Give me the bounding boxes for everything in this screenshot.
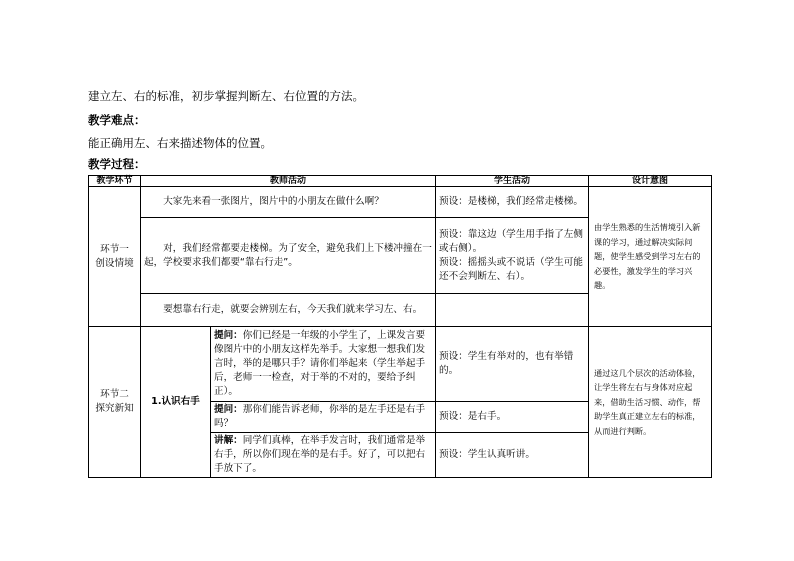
stage2-text-1: 你们已经是一年级的小学生了，上课发言要像图片中的小朋友这样先举手。大家想一想我们发言时，举的是哪只手？请你们举起来（学生举起手后，老师一一检查，对于举的不对的，要给予纠正）。 [214,330,426,397]
stage1-student-3 [436,294,589,327]
stage2-student-2: 预设：是右手。 [436,402,589,433]
header-design: 设计意图 [589,176,712,187]
table-header-row [89,176,712,187]
stage2-label-1: 提问： [214,330,243,341]
stage2-name-line2: 探究新知 [95,403,134,414]
stage2-sub-topic: 1.认识右手 [141,327,211,478]
lesson-table [88,175,712,478]
header-stage: 教学环节 [89,176,141,187]
stage1-student-2: 预设：靠这边（学生用手指了左侧或右侧）。 预设：摇摇头或不说话（学生可能还不会判断左、右）。 [436,218,589,294]
header-teacher: 教师活动 [141,176,436,187]
stage1-teacher-3: 要想靠右行走，就要会辨别左右，今天我们就来学习左、右。 [141,294,436,327]
difficulty-text: 能正确用左、右来描述物体的位置。 [88,136,272,150]
stage1-name-line1: 环节一 [100,243,129,255]
header-student: 学生活动 [436,176,589,187]
difficulty-heading: 教学难点： [88,113,146,127]
table-row [89,327,712,402]
stage1-design: 由学生熟悉的生活情境引入新课的学习，通过解决实际问题，使学生感受到学习左右的必要性，激发学生的学习兴趣。 [589,187,712,327]
stage2-label-2: 提问： [214,404,243,415]
stage2-label-3: 讲解： [214,435,243,446]
stage2-teacher-3 [211,433,436,478]
stage2-design: 通过这几个层次的活动体验，让学生将左右与身体对应起来，借助生活习惯、动作，帮助学生真正建立左右的标准，从而进行判断。 [589,327,712,478]
stage2-teacher-2 [211,402,436,433]
objective-line: 建立左、右的标准，初步掌握判断左、右位置的方法。 [88,89,364,103]
stage2-text-3: 同学们真棒，在举手发言时，我们通常是举右手，所以你们现在举的是右手。好了，可以把右手放下了。 [214,435,426,474]
table-row [89,187,712,218]
stage2-name [89,327,141,478]
stage1-teacher-1: 大家先来看一张图片，图片中的小朋友在做什么啊？ [141,187,436,218]
process-heading: 教学过程： [88,157,146,171]
stage1-name-line2: 创设情境 [95,257,134,269]
stage2-name-line1: 环节二 [100,389,129,400]
stage2-student-3: 预设：学生认真听讲。 [436,433,589,478]
stage2-text-2: 那你们能告诉老师，你举的是左手还是右手吗？ [214,404,426,429]
stage1-student-1: 预设：是楼梯，我们经常走楼梯。 [436,187,589,218]
stage1-teacher-2: 对，我们经常都要走楼梯。为了安全，避免我们上下楼冲撞在一起，学校要求我们都要“靠右行走”。 [141,218,436,294]
stage2-student-1: 预设：学生有举对的，也有举错的。 [436,327,589,402]
stage1-name [89,187,141,327]
stage2-teacher-1 [211,327,436,402]
